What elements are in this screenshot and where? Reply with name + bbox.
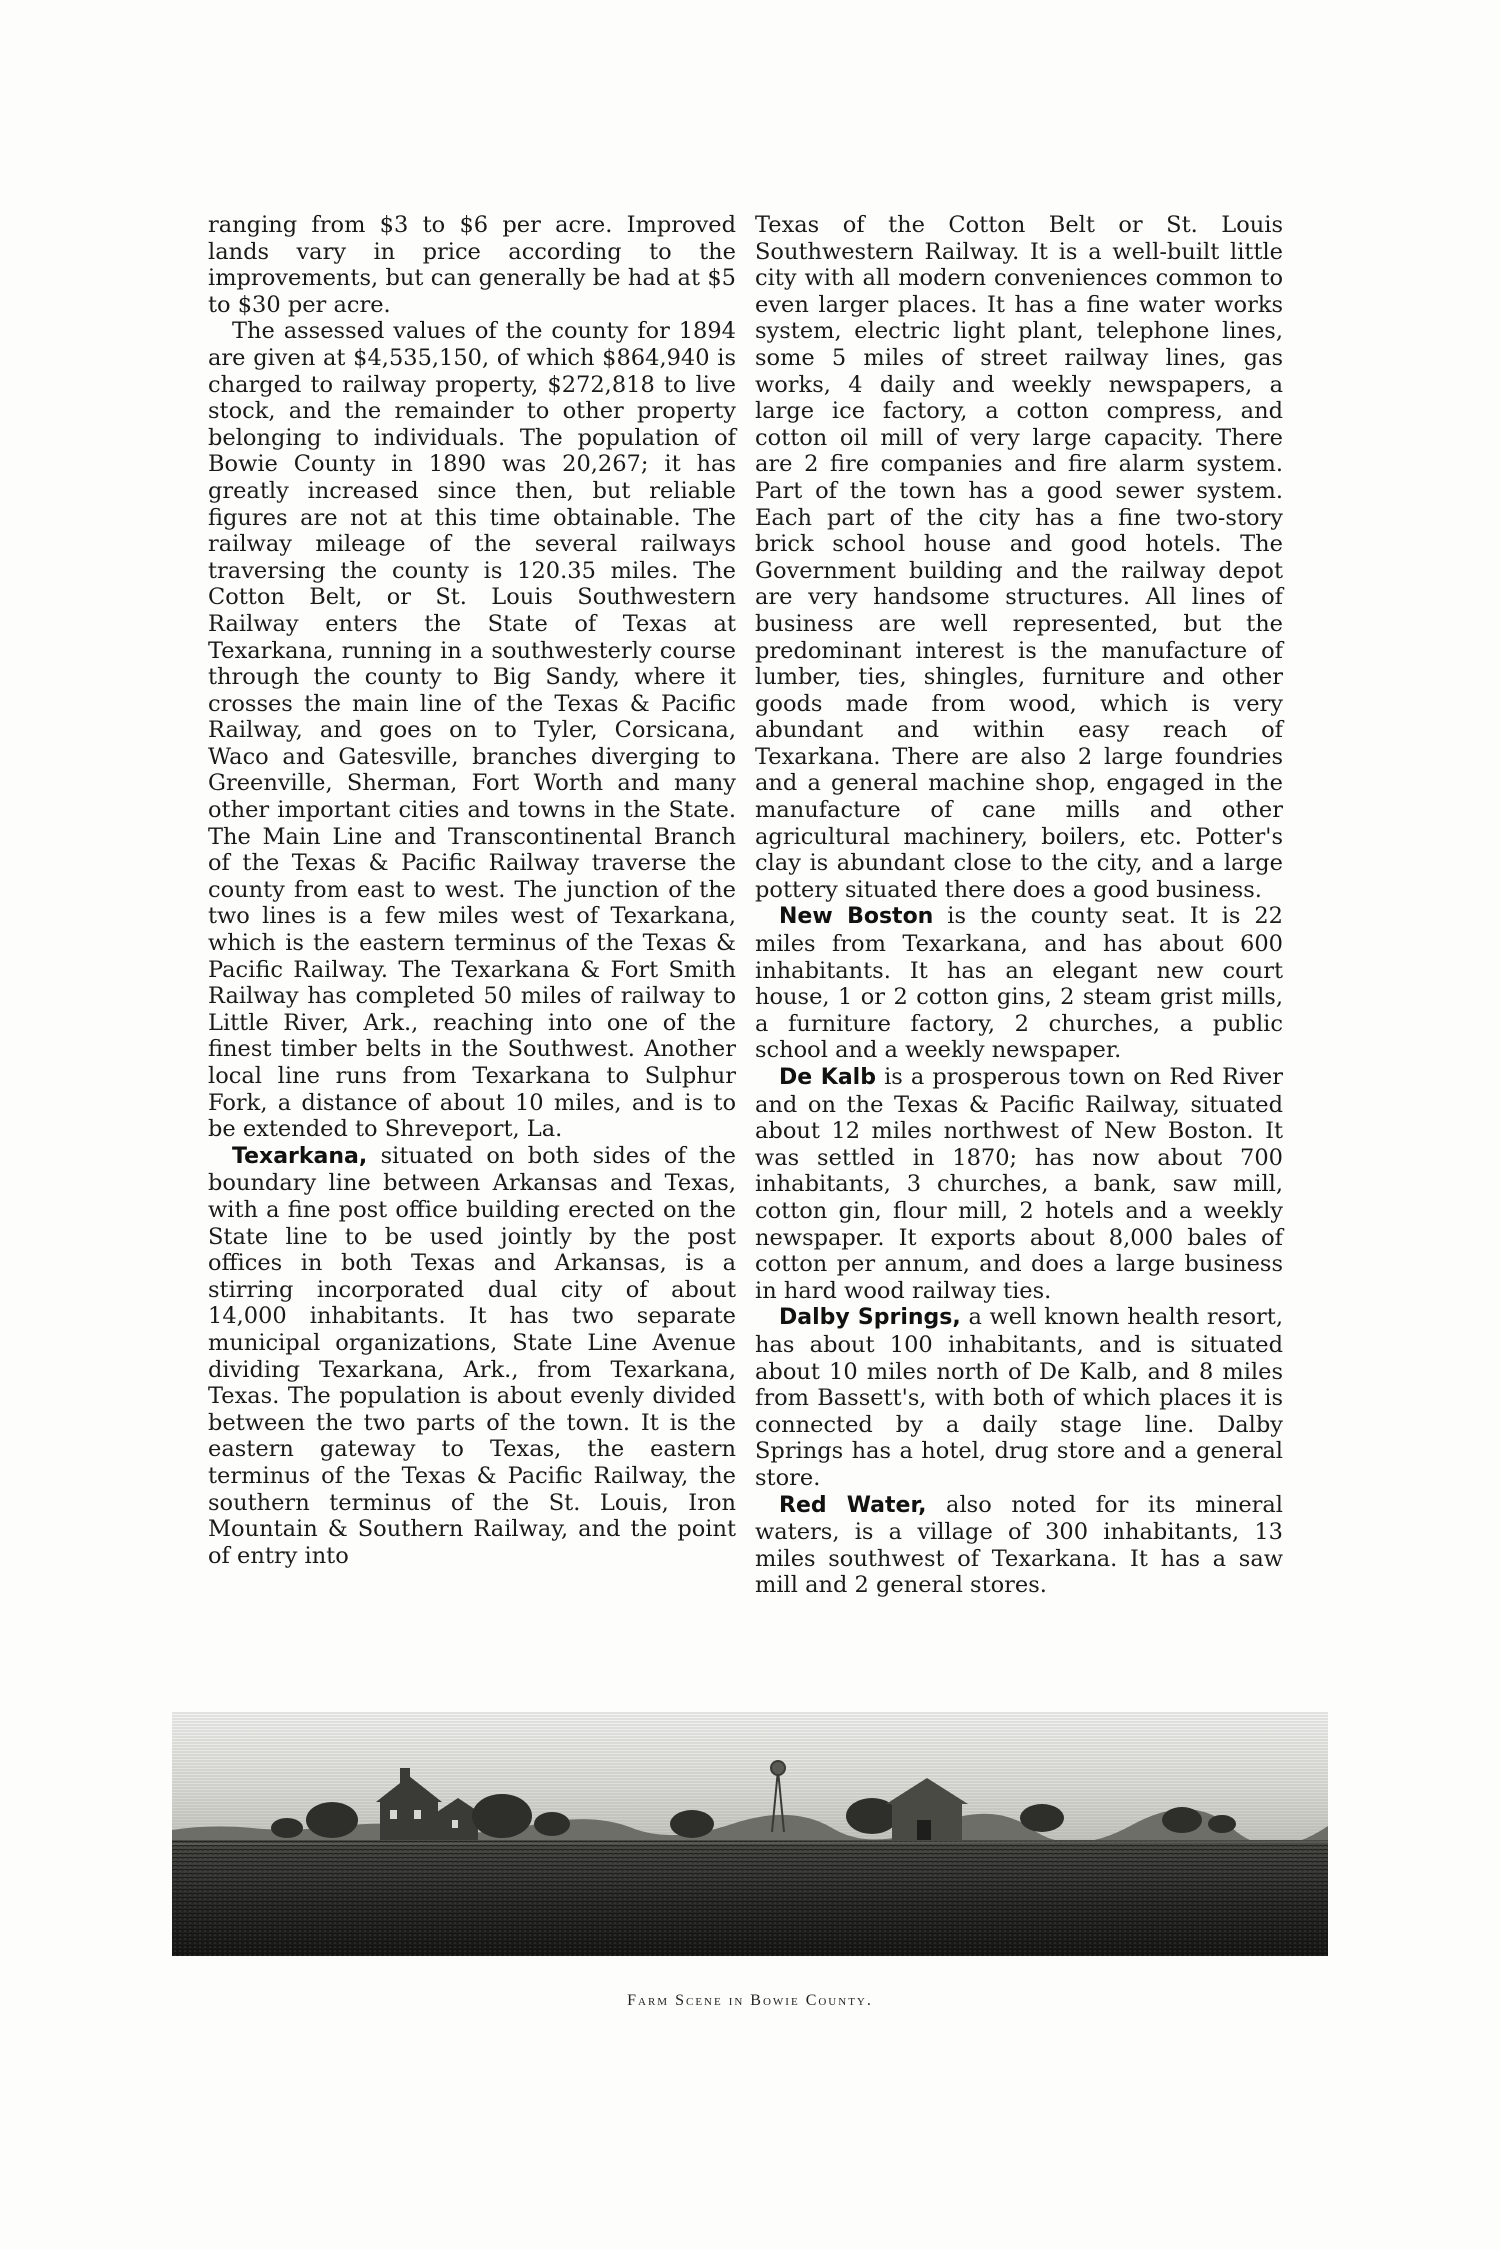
paragraph-texarkana bbox=[208, 1143, 736, 1570]
heading-red-water: Red Water, bbox=[779, 1492, 927, 1518]
texarkana-body: situated on both sides of the boundary line between Arkansas and Texas, with a fine post office building erected on the State line to be used jointly by the post offices in both Texas and Arkansas, is a stirring incorporated dual city of about 14,000 inhabitants. It has two separate municipal organizations, State Line Avenue dividing Texarkana, Ark., from Texarkana, Texas. The population is about evenly divided between the two parts of the town. It is the eastern gateway to Texas, the eastern terminus of the Texas & Pacific Railway, the southern terminus of the St. Louis, Iron Mountain & Southern Railway, and the point of entry into bbox=[208, 1142, 736, 1569]
paragraph-dalby-springs bbox=[755, 1304, 1283, 1491]
heading-de-kalb: De Kalb bbox=[779, 1065, 876, 1090]
de-kalb-body: is a prosperous town on Red River and on the Texas & Pacific Railway, situated about 12 miles northwest of New Boston. It was settled in 1870; has now about 700 inhabitants, 3 churches, a bank, saw mill, cotton gin, flour mill, 2 hotels and a weekly newspaper. It exports about 8,000 bales of cotton per annum, and does a large business in hard wood railway ties. bbox=[755, 1064, 1283, 1304]
heading-dalby-springs: Dalby Springs, bbox=[779, 1305, 961, 1331]
right-column bbox=[755, 212, 1283, 1599]
paragraph-de-kalb bbox=[755, 1064, 1283, 1304]
paragraph-texarkana-continued: Texas of the Cotton Belt or St. Louis Southwestern Railway. It is a well-built little city with all modern conveniences common to even larger places. It has a fine water works system, electric light plant, telephone lines, some 5 miles of street railway lines, gas works, 4 daily and weekly newspapers, a large ice factory, a cotton compress, and cotton oil mill of very large capacity. There are 2 fire companies and fire alarm system. Part of the town has a good sewer system. Each part of the city has a fine two-story brick school house and good hotels. The Government building and the railway depot are very handsome structures. All lines of business are well represented, but the predominant interest is the manufacture of lumber, ties, shingles, furniture and other goods made from wood, which is very abundant and within easy reach of Texarkana. There are also 2 large foundries and a general machine shop, engaged in the manufacture of cane mills and other agricultural machinery, boilers, etc. Potter's clay is abundant close to the city, and a large pottery situated there does a good business. bbox=[755, 212, 1283, 903]
paragraph-land-prices: ranging from $3 to $6 per acre. Improved lands vary in price according to the improvements, but can generally be had at $5 to $30 per acre. bbox=[208, 212, 736, 318]
paragraph-new-boston bbox=[755, 903, 1283, 1064]
paragraph-red-water bbox=[755, 1492, 1283, 1599]
left-column bbox=[208, 212, 736, 1569]
heading-new-boston: New Boston bbox=[779, 904, 934, 930]
red-water-body: also noted for its mineral waters, is a village of 300 inhabitants, 13 miles southwest of Texarkana. It has a saw mill and 2 general stores. bbox=[755, 1491, 1284, 1599]
farm-scene-photo bbox=[172, 1712, 1328, 1956]
new-boston-body: is the county seat. It is 22 miles from Texarkana, and has about 600 inhabitants. It has an elegant new court house, 1 or 2 cotton gins, 2 steam grist mills, a furniture factory, 2 churches, a public school and a weekly newspaper. bbox=[755, 903, 1283, 1064]
figure-caption: Farm Scene in Bowie County. bbox=[627, 1992, 873, 2009]
heading-texarkana: Texarkana, bbox=[232, 1143, 368, 1169]
paragraph-assessed-values: The assessed values of the county for 1894 are given at $4,535,150, of which $864,940 is charged to railway property, $272,818 to live stock, and the remainder to other property belonging to individuals. The population of Bowie County in 1890 was 20,267; it has greatly increased since then, but reliable figures are not at this time obtainable. The railway mileage of the several railways traversing the county is 120.35 miles. The Cotton Belt, or St. Louis Southwestern Railway enters the State of Texas at Texarkana, running in a southwesterly course through the county to Big Sandy, where it crosses the main line of the Texas & Pacific Railway, and goes on to Tyler, Corsicana, Waco and Gatesville, branches diverging to Greenville, Sherman, Fort Worth and many other important cities and towns in the State. The Main Line and Transcontinental Branch of the Texas & Pacific Railway traverse the county from east to west. The junction of the two lines is a few miles west of Texarkana, which is the eastern terminus of the Texas & Pacific Railway. The Texarkana & Fort Smith Railway has completed 50 miles of railway to Little River, Ark., reaching into one of the finest timber belts in the Southwest. Another local line runs from Texarkana to Sulphur Fork, a distance of about 10 miles, and is to be extended to Shreveport, La. bbox=[208, 318, 736, 1143]
dalby-springs-body: a well known health resort, has about 100 inhabitants, and is situated about 10 miles north of De Kalb, and 8 miles from Bassett's, with both of which places it is connected by a daily stage line. Dalby Springs has a hotel, drug store and a general store. bbox=[755, 1304, 1283, 1491]
farm-scene-illustration bbox=[172, 1712, 1328, 1956]
